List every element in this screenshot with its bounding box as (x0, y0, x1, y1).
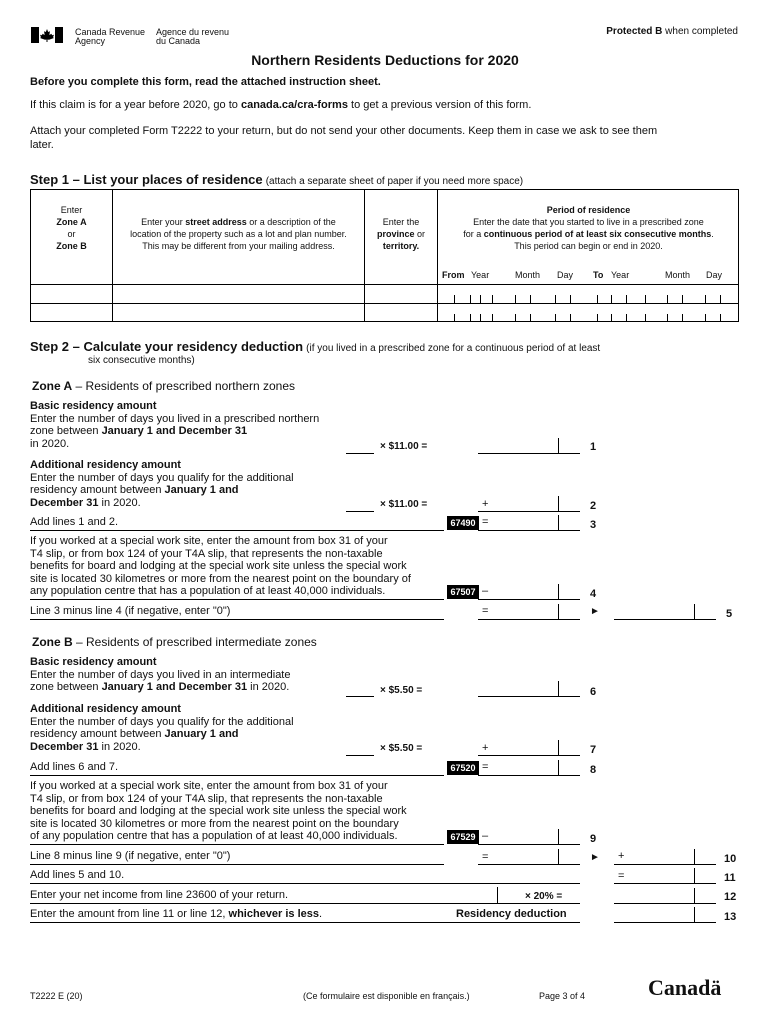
rule (30, 844, 444, 845)
zone-b-basic-text: Basic residency amount Enter the number of days you lived in an intermediate zone between January 1 and December 31 in 2020. (30, 656, 291, 693)
cents-divider (558, 829, 559, 844)
amount-line10a[interactable] (478, 864, 580, 865)
date-comb-tick (611, 314, 612, 321)
rate-line6: × $5.50 = (380, 685, 423, 696)
add-lines-6-7: Add lines 6 and 7. (30, 761, 119, 773)
amount-line9[interactable] (478, 844, 580, 845)
line-number-12: 12 (724, 891, 737, 903)
protected-suffix: when completed (665, 26, 738, 37)
amount-line10[interactable] (614, 864, 716, 865)
rule (30, 922, 580, 923)
zone-a-additional-text: Additional residency amount Enter the number of days you qualify for the additional residency amount between January 1 and December 31 in 2020. (30, 459, 294, 509)
from-year-label: Year (471, 270, 490, 280)
cents-divider (694, 849, 695, 864)
equals-sign: = (482, 605, 489, 617)
french-availability: (Ce formulaire est disponible en français.) (303, 991, 470, 1001)
date-comb-tick (720, 314, 721, 321)
zone-input-row2[interactable] (31, 304, 112, 321)
cents-divider (558, 849, 559, 864)
date-comb-tick (597, 314, 598, 321)
plus-sign: + (618, 850, 625, 862)
period-column-header: Period of residence Enter the date that you started to live in a prescribed zone for a continuous period of at least six consecutive months. This period can begin or end in 2020. (463, 205, 714, 251)
dept-fr-line1: Agence du revenu (156, 27, 230, 37)
days-input-line7[interactable] (346, 755, 374, 756)
date-comb-tick (515, 295, 516, 303)
zone-input-row1[interactable] (31, 285, 112, 303)
line-number-8: 8 (590, 764, 597, 776)
address-column-header: Enter your street address or a description of the location of the property such as a lot and plan number. This may be different from your mailing address. (130, 217, 347, 251)
zone-b-worksite-text: If you worked at a special work site, enter the amount from box 31 of your T4 slip, or from box 124 of your T4A slip, that represents the non-taxable benefits for board and lodging at the special work site unless the special work site is located 30 kilometres or more from the nearest point on the boundary of any population centre that has a population of at least 40,000 individuals. (30, 780, 407, 842)
line-number-3: 3 (590, 519, 597, 531)
to-month-label: Month (665, 270, 691, 280)
amount-line5[interactable] (614, 619, 716, 620)
amount-line12[interactable] (614, 903, 716, 904)
cents-divider (558, 760, 559, 775)
plus-sign: + (482, 498, 489, 510)
to-label: To (593, 270, 604, 280)
rule (30, 530, 444, 531)
canada-wordmark: Canadä (648, 975, 722, 1000)
date-comb-tick (626, 314, 627, 321)
arrow-icon: ► (590, 852, 600, 863)
residency-deduction-amount[interactable] (614, 922, 716, 923)
whichever-less-instruction: Enter the amount from line 11 or line 12, whichever is less. (30, 908, 323, 920)
line3-minus-line4: Line 3 minus line 4 (if negative, enter "0") (30, 605, 231, 617)
net-income-instruction: Enter your net income from line 23600 of your return. (30, 889, 289, 901)
equals-sign: = (482, 761, 489, 773)
date-comb-tick (480, 314, 481, 321)
to-year-label: Year (611, 270, 630, 280)
minus-sign: – (482, 585, 489, 597)
amount-line11[interactable] (614, 883, 716, 884)
rule (30, 883, 580, 884)
date-comb-tick (492, 314, 493, 321)
line-number-13: 13 (724, 911, 737, 923)
date-comb-tick (626, 295, 627, 303)
days-input-line2[interactable] (346, 511, 374, 512)
field-code-67520: 67520 (447, 761, 479, 775)
rule (30, 775, 444, 776)
from-label: From (442, 270, 465, 280)
date-comb-tick (705, 295, 706, 303)
date-comb-tick (570, 314, 571, 321)
amount-line6[interactable] (478, 696, 580, 697)
intro-attach-line2: later. (30, 139, 54, 151)
minus-sign: – (482, 830, 489, 842)
from-month-label: Month (515, 270, 541, 280)
form-number: T2222 E (20) (30, 991, 83, 1001)
rule (30, 619, 444, 620)
arrow-icon: ► (590, 606, 600, 617)
amount-line4[interactable] (478, 599, 580, 600)
rate-line2: × $11.00 = (380, 499, 428, 510)
cents-divider (558, 740, 559, 755)
amount-line2[interactable] (478, 511, 580, 512)
zone-a-worksite-text: If you worked at a special work site, enter the amount from box 31 of your T4 slip, or from box 124 of your T4A slip, that represents the non-taxable benefits for board and lodging at the special work site unless the special work site is located 30 kilometres or more from the nearest point on the boundary of any population centre that has a population of at least 40,000 individuals. (30, 535, 411, 597)
date-comb-tick (454, 314, 455, 321)
date-comb-tick (720, 295, 721, 303)
step2-note-cont: six consecutive months) (88, 355, 195, 366)
line-number-4: 4 (590, 588, 597, 600)
equals-sign: = (482, 851, 489, 863)
intro-previous-version: If this claim is for a year before 2020, go to canada.ca/cra-forms to get a previous version of this form. (30, 99, 532, 111)
rule (30, 599, 444, 600)
days-input-line1[interactable] (346, 453, 374, 454)
date-comb-tick (555, 314, 556, 321)
line-number-9: 9 (590, 833, 597, 845)
line8-minus-line9: Line 8 minus line 9 (if negative, enter "0") (30, 850, 231, 862)
cents-divider (558, 681, 559, 696)
equals-sign: = (618, 870, 625, 882)
zone-a-basic-text: Basic residency amount Enter the number of days you lived in a prescribed northern zone between January 1 and December 31 in 2020. (30, 400, 320, 450)
net-income-input[interactable] (414, 903, 516, 904)
intro-instruction: Before you complete this form, read the attached instruction sheet. (30, 76, 381, 88)
rate-line1: × $11.00 = (380, 441, 428, 452)
period-input-row1[interactable] (438, 285, 739, 303)
dept-en-line2: Agency (75, 36, 106, 46)
canada-flag-logo (31, 27, 63, 43)
amount-line7[interactable] (478, 755, 580, 756)
date-comb-tick (470, 314, 471, 321)
line-number-1: 1 (590, 441, 597, 453)
days-input-line6[interactable] (346, 696, 374, 697)
zone-a-heading: Zone A – Residents of prescribed northern zones (32, 379, 296, 393)
line-number-11: 11 (724, 872, 736, 884)
page-number: Page 3 of 4 (539, 991, 586, 1001)
rate-line7: × $5.50 = (380, 743, 423, 754)
amount-line8[interactable] (478, 775, 580, 776)
cents-divider (558, 496, 559, 511)
province-input-row2[interactable] (365, 304, 437, 321)
date-comb-tick (667, 314, 668, 321)
cents-divider (558, 438, 559, 453)
zone-column-header: Enter Zone A or Zone B (56, 205, 87, 251)
dept-fr-line2: du Canada (156, 36, 201, 46)
residency-deduction-label: Residency deduction (456, 908, 567, 920)
cents-divider (694, 888, 695, 903)
address-input-row2[interactable] (113, 304, 364, 321)
date-comb-tick (480, 295, 481, 303)
date-comb-tick (705, 314, 706, 321)
equals-sign: = (482, 516, 489, 528)
amount-line1[interactable] (478, 453, 580, 454)
cents-divider (558, 604, 559, 619)
date-comb-tick (682, 295, 683, 303)
date-comb-tick (470, 295, 471, 303)
to-day-label: Day (706, 270, 723, 280)
date-comb-tick (570, 295, 571, 303)
protected-b: Protected B (606, 26, 663, 37)
line-number-7: 7 (590, 744, 597, 756)
address-input-row1[interactable] (113, 285, 364, 303)
step1-heading: Step 1 – List your places of residence (attach a separate sheet of paper if you need more space) (30, 172, 524, 187)
cra-forms-link[interactable]: canada.ca/cra-forms (240, 99, 348, 111)
field-code-67490: 67490 (447, 516, 479, 530)
step2-heading: Step 2 – Calculate your residency deduction (if you lived in a prescribed zone for a continuous period of at least (30, 339, 601, 354)
cents-divider (694, 907, 695, 922)
date-comb-tick (597, 295, 598, 303)
date-comb-tick (530, 314, 531, 321)
date-comb-tick (611, 295, 612, 303)
line-number-10: 10 (724, 853, 737, 865)
cents-divider (558, 515, 559, 530)
date-comb-tick (645, 314, 646, 321)
date-comb-tick (454, 295, 455, 303)
add-lines-5-10: Add lines 5 and 10. (30, 869, 125, 881)
zone-b-heading: Zone B – Residents of prescribed intermediate zones (32, 635, 317, 649)
line-number-2: 2 (590, 500, 597, 512)
cents-divider (558, 584, 559, 599)
form-title: Northern Residents Deductions for 2020 (251, 52, 519, 68)
zone-b-additional-text: Additional residency amount Enter the number of days you qualify for the additional residency amount between January 1 and December 31 in 2020. (30, 703, 294, 753)
protected-label (606, 25, 738, 38)
province-column-header: Enter the province or territory. (376, 217, 426, 251)
date-comb-tick (682, 314, 683, 321)
line-number-6: 6 (590, 686, 597, 698)
intro-attach-line1: Attach your completed Form T2222 to your return, but do not send your other documents. Keep them in case we ask to see them (30, 125, 658, 137)
add-lines-1-2: Add lines 1 and 2. (30, 516, 119, 528)
date-comb-tick (492, 295, 493, 303)
field-code-67507: 67507 (447, 585, 479, 599)
province-input-row1[interactable] (365, 285, 437, 303)
amount-line5a[interactable] (478, 619, 580, 620)
line-number-5: 5 (726, 608, 733, 620)
cents-divider (497, 887, 498, 903)
field-code-67529: 67529 (447, 830, 479, 844)
cents-divider (694, 868, 695, 883)
from-day-label: Day (557, 270, 574, 280)
rate-line12: × 20% = (525, 891, 563, 902)
date-comb-tick (555, 295, 556, 303)
dept-en-line1: Canada Revenue (75, 27, 146, 37)
rule (30, 864, 444, 865)
amount-line3[interactable] (478, 530, 580, 531)
plus-sign: + (482, 742, 489, 754)
date-comb-tick (530, 295, 531, 303)
date-comb-tick (667, 295, 668, 303)
date-comb-tick (645, 295, 646, 303)
cents-divider (694, 604, 695, 619)
period-input-row2[interactable] (438, 304, 739, 321)
date-comb-tick (515, 314, 516, 321)
